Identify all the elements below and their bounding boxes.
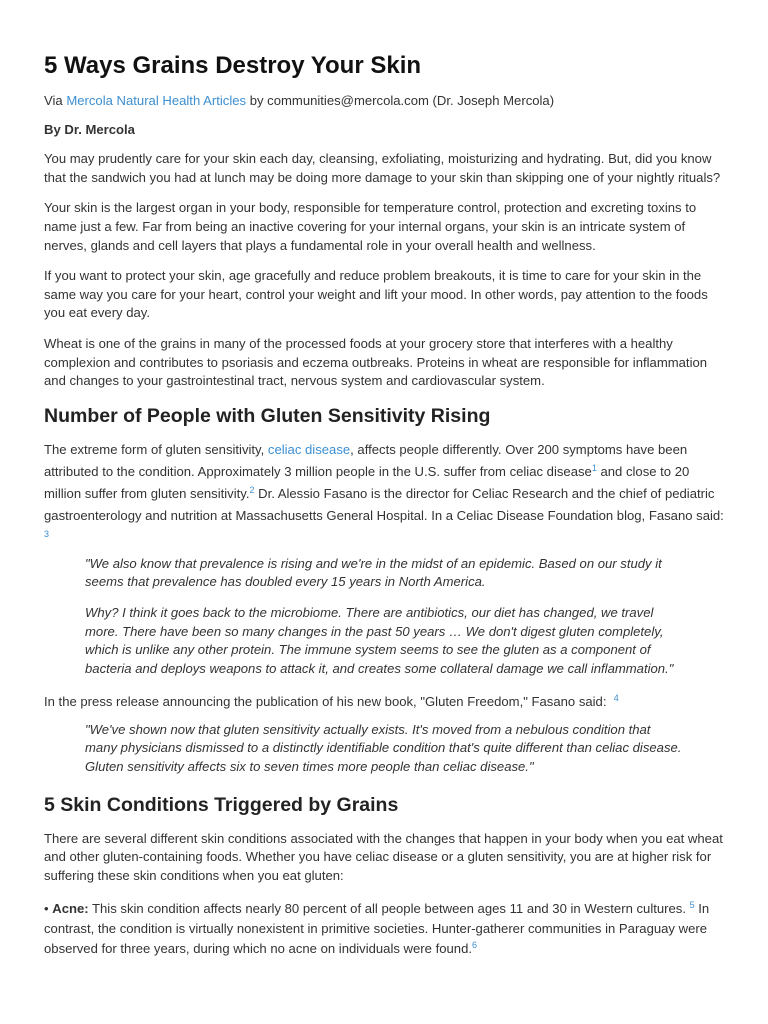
paragraph-celiac: [44, 439, 724, 541]
byline: By Dr. Mercola: [44, 121, 135, 137]
paragraph-intro: You may prudently care for your skin each day, cleansing, exfoliating, moisturizing and hydrating. But, did you know that the sandwich you had at lunch may be doing more damage to your skin than skipping one of your nightly rituals?: [44, 151, 721, 185]
footnote-ref-2[interactable]: 2: [249, 484, 255, 495]
acne-label: Acne:: [52, 901, 89, 917]
paragraph-skin-organ: Your skin is the largest organ in your body, responsible for temperature control, protection and excreting toxins to name just a few. Far from being an inactive covering for your internal organs, your skin is an intricate system of nerves, glands and cell layers that plays a fundamental role in your overall health and wellness.: [44, 200, 697, 253]
blockquote-fasano-blog: [44, 555, 724, 679]
bullet-icon: •: [44, 901, 49, 917]
blockquote-gluten-freedom: [44, 721, 724, 777]
list-item-acne: [44, 899, 724, 959]
quote-microbiome: Why? I think it goes back to the microbiome. There are antibiotics, our diet has changed, we travel more. There have been so many changes in the past 50 years … We don't digest gluten completely, which is unlike any other protein. The immune system seems to see the gluten as a component of bacteria and deploys weapons to attack it, and creates some collateral damage we call inflammation.": [85, 604, 674, 676]
footnote-ref-5[interactable]: 5: [689, 900, 695, 911]
paragraph-wheat: Wheat is one of the grains in many of the processed foods at your grocery store that interferes with a healthy complexion and contributes to psoriasis and eczema outbreaks. Proteins in wheat are responsible for inflammation and changes to your gastrointestinal tract, nervous system and cardiovascular system.: [44, 335, 708, 389]
via-suffix: by communities@mercola.com (Dr. Joseph Mercola): [246, 93, 555, 108]
footnote-ref-1[interactable]: 1: [591, 462, 597, 473]
celiac-text-b: , affects people differently. Over 200 symptoms have been attributed to the condition. Approximately 3 million people in the U.S. suffer from celiac disease: [44, 441, 688, 479]
via-line: [44, 92, 724, 111]
footnote-ref-4[interactable]: 4: [613, 693, 619, 704]
source-link[interactable]: Mercola Natural Health Articles: [66, 93, 247, 108]
celiac-disease-link[interactable]: celiac disease: [267, 441, 351, 457]
paragraph-skin-conditions-intro: There are several different skin conditions associated with the changes that happen in your body when you eat wheat and other gluten-containing foods. Whether you have celiac disease or a gluten sensitivity, you are at higher risk for suffering these skin conditions when you eat gluten:: [44, 830, 723, 883]
celiac-text-a: The extreme form of gluten sensitivity,: [44, 441, 268, 457]
paragraph-protect-skin: If you want to protect your skin, age gracefully and reduce problem breakouts, it is time to care for your skin in the same way you care for your heart, control your weight and lift your mood. In other words, pay attention to the foods you eat every day.: [44, 268, 708, 321]
celiac-text-d: Dr. Alessio Fasano is the director for Celiac Research and the chief of pediatric gastroenterology and nutrition at Massachusetts General Hospital. In a Celiac Disease Foundation blog, Fasano said:: [44, 485, 724, 523]
press-release-text: In the press release announcing the publication of his new book, "Gluten Freedom," Fasano said:: [44, 694, 607, 710]
footnote-ref-3[interactable]: 3: [44, 528, 50, 539]
celiac-text-c: and close to 20 million suffer from gluten sensitivity.: [44, 463, 690, 501]
article-title: 5 Ways Grains Destroy Your Skin: [44, 52, 422, 79]
quote-prevalence: "We also know that prevalence is rising and we're in the midst of an epidemic. Based on our study it seems that prevalence has doubled every 15 years in North America.: [85, 555, 662, 590]
footnote-ref-6[interactable]: 6: [471, 940, 477, 951]
quote-gluten-sensitivity-exists: "We've shown now that gluten sensitivity actually exists. It's moved from a nebulous condition that many physicians dismissed to a distinctly identifiable condition that's quite different than celiac disease. Gluten sensitivity affects six to seven times more people than celiac disease.": [85, 721, 682, 775]
acne-text-b: In contrast, the condition is virtually nonexistent in primitive societies. Hunter-gatherer communities in Paraguay were observed for three years, during which no acne on individuals were found.: [44, 901, 710, 957]
section-heading-skin-conditions: 5 Skin Conditions Triggered by Grains: [44, 793, 399, 816]
via-prefix: Via: [44, 93, 67, 108]
section-heading-gluten-sensitivity: Number of People with Gluten Sensitivity Rising: [44, 404, 491, 427]
paragraph-press-release: [44, 693, 724, 712]
acne-text-a: This skin condition affects nearly 80 percent of all people between ages 11 and 30 in Western cultures.: [88, 901, 686, 917]
